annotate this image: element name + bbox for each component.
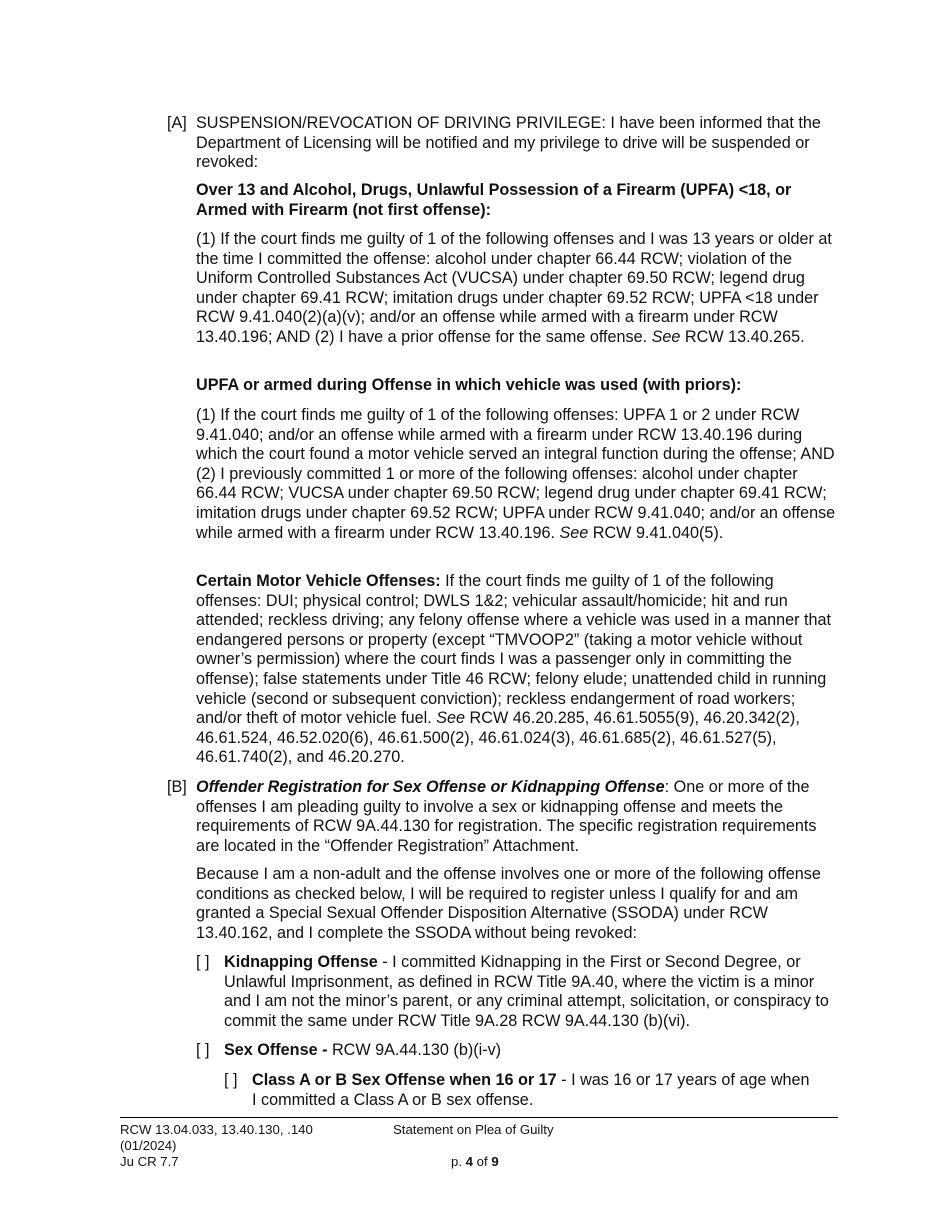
section-a-intro: SUSPENSION/REVOCATION OF DRIVING PRIVILEGE: I have been informed that the Department of Licensing will be notified and my privilege to drive will be suspended or revoked: <box>196 114 821 172</box>
sub3-body: Certain Motor Vehicle Offenses: If the court finds me guilty of 1 of the following offenses: DUI; physical control; DWLS 1&2; vehicular assault/homicide; hit and run attended; reckless driving; any felony offense where a vehicle was used in a manner that endangered persons or property (except “TMVOOP2” (taking a motor vehicle without owner’s permission) where the court finds I was a passenger only in committing the offense); false statements under Title 46 RCW; felony elude; unattended child in running vehicle (second or subsequent conviction); reckless endangerment of road workers; and/or theft of motor vehicle fuel. See RCW 46.20.285, 46.61.5055(9), 46.20.342(2), 46.61.524, 46.52.020(6), 46.61.500(2), 46.61.024(3), 46.61.685(2), 46.61.527(5), 46.61.740(2), and 46.20.270. <box>196 572 831 767</box>
sub1-heading: Over 13 and Alcohol, Drugs, Unlawful Possession of a Firearm (UPFA) <18, or Armed with Firearm (not first offense): <box>196 181 792 219</box>
section-b-label: [B] <box>167 778 187 796</box>
class-ab-checkbox[interactable]: [ ] <box>224 1071 238 1089</box>
sub2-body: (1) If the court finds me guilty of 1 of the following offenses: UPFA 1 or 2 under RCW 9.41.040; and/or an offense while armed with a firearm under RCW 13.40.196 during which the court found a motor vehicle served an integral function during the offense; AND (2) I previously committed 1 or more of the following offenses: alcohol under chapter 66.44 RCW; VUCSA under chapter 69.50 RCW; legend drug under chapter 69.41 RCW; imitation drugs under chapter 69.52 RCW; UPFA under RCW 9.41.040; and/or an offense while armed with a firearm under RCW 13.40.196. See RCW 9.41.040(5). <box>196 406 836 542</box>
footer-page-number: p. 4 of 9 <box>451 1154 499 1169</box>
section-b-para2: Because I am a non-adult and the offense involves one or more of the following offense conditions as checked below, I will be required to register unless I qualify for and am granted a Special Sexual Offender Disposition Alternative (SSODA) under RCW 13.40.162, and I complete the SSODA without being revoked: <box>196 865 821 942</box>
class-ab-text: Class A or B Sex Offense when 16 or 17 - I was 16 or 17 years of age when I committed a Class A or B sex offense. <box>252 1071 810 1109</box>
footer-rcw: RCW 13.04.033, 13.40.130, .140 <box>120 1122 313 1137</box>
footer-divider <box>120 1117 838 1118</box>
footer-title: Statement on Plea of Guilty <box>393 1122 554 1137</box>
section-a-label: [A] <box>167 114 187 132</box>
sex-offense-text: Sex Offense - RCW 9A.44.130 (b)(i-v) <box>224 1041 502 1059</box>
sub2-heading: UPFA or armed during Offense in which vehicle was used (with priors): <box>196 376 742 394</box>
footer-date: (01/2024) <box>120 1138 177 1153</box>
sex-offense-checkbox[interactable]: [ ] <box>196 1041 210 1059</box>
sub1-body: (1) If the court finds me guilty of 1 of the following offenses and I was 13 years or older at the time I committed the offense: alcohol under chapter 66.44 RCW; violation of the Uniform Controlled Substances Act (VUCSA) under chapter 69.50 RCW; legend drug under chapter 69.41 RCW; imitation drugs under chapter 69.52 RCW; UPFA <18 under RCW 9.41.040(2)(a)(v); and/or an offense while armed with a firearm under RCW 13.40.196; AND (2) I have a prior offense for the same offense. See RCW 13.40.265. <box>196 230 832 346</box>
footer-rule: Ju CR 7.7 <box>120 1154 179 1169</box>
section-b-intro: Offender Registration for Sex Offense or Kidnapping Offense: One or more of the offenses I am pleading guilty to involve a sex or kidnapping offense and meets the requirements of RCW 9A.44.130 for registration. The specific registration requirements are located in the “Offender Registration” Attachment. <box>196 778 817 855</box>
kidnapping-text: Kidnapping Offense - I committed Kidnapping in the First or Second Degree, or Unlawful Imprisonment, as defined in RCW Title 9A.40, where the victim is a minor and I am not the minor’s parent, or any criminal attempt, solicitation, or conspiracy to commit the same under RCW Title 9A.28 RCW 9A.44.130 (b)(vi). <box>224 953 829 1030</box>
kidnapping-checkbox[interactable]: [ ] <box>196 953 210 971</box>
